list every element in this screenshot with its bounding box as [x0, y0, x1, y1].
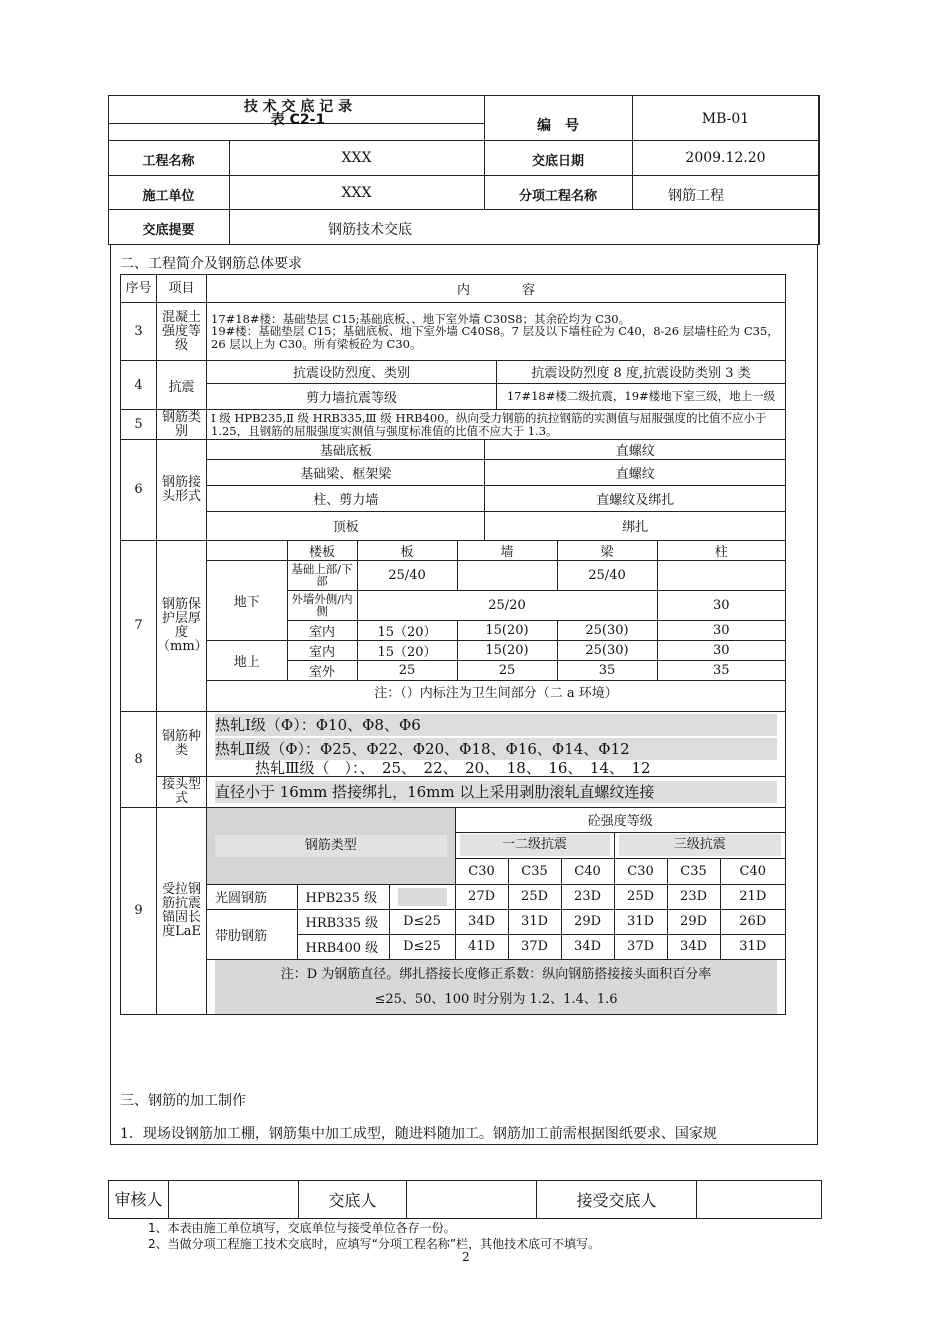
row3-content: 17#18#楼：基础垫层 C15;基础底板、、地下室外墙 C30S8；其余砼均为 C30。 19#楼：基础垫层 C15；基础底板、地下室外墙 C40S8。7 层及以下墙柱砼为 C40，8-26 层墙柱砼为 C35，26 层以上为 C30。所有梁板砼为 C30。	[207, 303, 786, 361]
anchor-val: 27D	[455, 884, 508, 909]
cover-cell: 室外	[287, 660, 357, 680]
anchor-val: 23D	[667, 884, 720, 909]
row7-content	[207, 540, 786, 712]
joint-type: 直螺纹	[485, 460, 785, 486]
cover-cell: 35	[557, 660, 657, 680]
anchor-type-head: 钢筋类型	[207, 808, 455, 884]
row9-content	[207, 808, 786, 1015]
anchor-val: 29D	[561, 909, 614, 934]
concrete-grade: C35	[508, 858, 561, 884]
anchor-val: 31D	[508, 909, 561, 934]
concrete-grade: C30	[455, 858, 508, 884]
number-value: MB-01	[701, 111, 750, 127]
footer-note-1: 1、本表由施工单位填写，交底单位与接受单位各存一份。	[148, 1221, 456, 1235]
joint-part: 基础底板	[207, 440, 485, 460]
row3-no: 3	[121, 303, 157, 361]
unit-label: 施工单位	[142, 189, 195, 204]
anchor-grade3: 三级抗震	[614, 832, 785, 858]
cover-head: 柱	[657, 541, 785, 561]
anchor-val: 31D	[720, 934, 785, 959]
cover-underground: 地下	[207, 560, 287, 640]
review-signature[interactable]	[169, 1181, 299, 1219]
plain-rebar-label: 光圆钢筋	[207, 884, 297, 909]
cover-head: 板	[357, 541, 457, 561]
col-content: 内 容	[207, 275, 786, 303]
cover-cell: 25(30)	[557, 640, 657, 660]
cover-cell: 15（20）	[357, 620, 457, 640]
row7-item: 钢筋保护层厚度（mm）	[157, 540, 207, 712]
discloser-signature[interactable]	[407, 1181, 537, 1219]
anchor-grade: HPB235 级	[297, 884, 389, 909]
row3-item: 混凝土强度等级	[157, 303, 207, 361]
row4-content	[207, 361, 786, 410]
cover-cell: 25/20	[357, 590, 657, 620]
subproject-value: 钢筋工程	[668, 188, 724, 204]
signature-table	[108, 1180, 822, 1219]
section2-title: 二、工程简介及钢筋总体要求	[120, 256, 302, 272]
row4-a1: 抗震设防烈度、类别	[207, 361, 497, 383]
row8-item: 钢筋种类 接头型式	[157, 712, 207, 808]
cover-cell: 25	[357, 660, 457, 680]
joint-type: 直螺纹	[485, 440, 785, 460]
col-item: 项目	[157, 275, 207, 303]
anchor-val: 34D	[561, 934, 614, 959]
anchor-val: 41D	[455, 934, 508, 959]
anchor-strength-head: 砼强度等级	[455, 808, 785, 832]
cover-cell: 基础上部/下部	[287, 560, 357, 590]
unit-value: XXX	[341, 185, 372, 201]
cover-cell: 25(30)	[557, 620, 657, 640]
joint-part: 柱、剪力墙	[207, 486, 485, 512]
cover-cell: 30	[657, 620, 785, 640]
ribbed-rebar-label: 带肋钢筋	[207, 909, 297, 959]
joint-part: 基础梁、框架梁	[207, 460, 485, 486]
section3-title: 三、钢筋的加工制作	[120, 1093, 246, 1109]
joint-type: 绑扎	[485, 512, 785, 540]
row5-content: Ⅰ 级 HPB235,Ⅱ 级 HRB335,Ⅲ 级 HRB400。纵向受力钢筋的抗拉钢筋的实测值与屈服强度的比值不应小于 1.25，且钢筋的屈服强度实测值与强度标准值的比值不应大于 1.3。	[207, 410, 786, 440]
row4-b2: 17#18#楼二级抗震，19#楼地下室三级，地上一级	[497, 383, 786, 409]
section3-text: 1．现场设钢筋加工棚，钢筋集中加工成型，随进料随加工。钢筋加工前需根据图纸要求、国家规	[120, 1126, 717, 1142]
summary-value: 钢筋技术交底	[328, 222, 412, 238]
doc-title: 技 术 交 底 记 录	[243, 99, 353, 115]
anchor-val: 37D	[508, 934, 561, 959]
cover-cell: 25/40	[557, 560, 657, 590]
cover-cell: 15(20)	[457, 640, 557, 660]
cover-head: 墙	[457, 541, 557, 561]
date-label: 交底日期	[531, 154, 584, 169]
receiver-signature[interactable]	[697, 1181, 822, 1219]
row9-no: 9	[121, 808, 157, 1015]
discloser-label: 交底人	[299, 1181, 407, 1219]
anchor-val: 37D	[614, 934, 667, 959]
cover-cell: 15（20）	[357, 640, 457, 660]
cover-cell: 30	[657, 640, 785, 660]
anchor-val: 29D	[667, 909, 720, 934]
row4-no: 4	[121, 361, 157, 410]
cover-cell: 35	[657, 660, 785, 680]
joint-type: 直螺纹及绑扎	[485, 486, 785, 512]
anchor-grade2: 一二级抗震	[455, 832, 614, 858]
row4-b1: 剪力墙抗震等级	[207, 383, 497, 409]
rebar-grade2: 热轧Ⅱ级（Φ）：Φ25、Φ22、Φ20、Φ18、Φ16、Φ14、Φ12	[215, 738, 777, 760]
cover-cell: 25/40	[357, 560, 457, 590]
cover-head: 梁	[557, 541, 657, 561]
cover-cell: 15(20)	[457, 620, 557, 640]
rebar-grade1: 热轧Ⅰ级（Φ）：Φ10、Φ8、Φ6	[215, 714, 777, 736]
anchor-val: 25D	[508, 884, 561, 909]
row5-item: 钢筋类别	[157, 410, 207, 440]
joint-type-text: 直径小于 16mm 搭接绑扎，16mm 以上采用剥肋滚轧直螺纹连接	[215, 781, 777, 803]
header-block	[108, 95, 819, 245]
col-no: 序号	[121, 275, 157, 303]
row6-no: 6	[121, 440, 157, 541]
review-label: 审核人	[109, 1181, 169, 1219]
anchor-val: 25D	[614, 884, 667, 909]
row9-item: 受拉钢筋抗震锚固长度LaE	[157, 808, 207, 1015]
row6-item: 钢筋接头形式	[157, 440, 207, 541]
doc-subtitle: 表 C2-1	[270, 112, 326, 128]
row8-no: 8	[121, 712, 157, 808]
cover-cell: 25	[457, 660, 557, 680]
row7-no: 7	[121, 540, 157, 712]
anchor-val: 26D	[720, 909, 785, 934]
page-number: 2	[462, 1250, 470, 1264]
row4-item: 抗震	[157, 361, 207, 410]
cover-note: 注：（）内标注为卫生间部分（二 a 环境）	[207, 680, 785, 711]
concrete-grade: C30	[614, 858, 667, 884]
anchor-val: 34D	[455, 909, 508, 934]
anchor-val: 31D	[614, 909, 667, 934]
row4-a2: 抗震设防烈度 8 度,抗震设防类别 3 类	[497, 361, 786, 383]
row6-content	[207, 440, 786, 541]
number-label: 编 号	[537, 118, 579, 134]
cover-aboveground: 地上	[207, 640, 287, 680]
requirements-table	[120, 274, 786, 1015]
receiver-label: 接受交底人	[537, 1181, 697, 1219]
cover-head: 楼板	[287, 541, 357, 561]
cover-cell: 30	[657, 590, 785, 620]
anchor-cond	[389, 884, 455, 909]
anchor-note: 注：D 为钢筋直径。绑扎搭接长度修正系数：纵向钢筋搭接接头面积百分率 ≤25、50、100 时分别为 1.2、1.4、1.6	[207, 959, 785, 1014]
joint-part: 顶板	[207, 512, 485, 540]
anchor-cond: D≤25	[389, 934, 455, 959]
project-name-label: 工程名称	[142, 154, 195, 169]
cover-cell	[657, 560, 785, 590]
row5-no: 5	[121, 410, 157, 440]
rebar-grade3: 热轧Ⅲ级（ ）：、 25、 22、 20、 18、 16、 14、 12	[255, 759, 651, 777]
footer-note-2: 2、当做分项工程施工技术交底时，应填写“分项工程名称”栏，其他技术底可不填写。	[148, 1237, 601, 1251]
anchor-val: 34D	[667, 934, 720, 959]
summary-label: 交底提要	[142, 223, 195, 238]
cover-cell: 室内	[287, 620, 357, 640]
row8-content	[207, 712, 786, 808]
anchor-grade: HRB400 级	[297, 934, 389, 959]
anchor-cond: D≤25	[389, 909, 455, 934]
anchor-val: 21D	[720, 884, 785, 909]
anchor-val: 23D	[561, 884, 614, 909]
date-value: 2009.12.20	[685, 150, 766, 166]
concrete-grade: C40	[561, 858, 614, 884]
cover-cell: 外墙外侧/内侧	[287, 590, 357, 620]
cover-cell	[457, 560, 557, 590]
project-name-value: XXX	[341, 150, 372, 166]
cover-cell: 室内	[287, 640, 357, 660]
concrete-grade: C40	[720, 858, 785, 884]
subproject-label: 分项工程名称	[518, 189, 597, 204]
concrete-grade: C35	[667, 858, 720, 884]
anchor-grade: HRB335 级	[297, 909, 389, 934]
